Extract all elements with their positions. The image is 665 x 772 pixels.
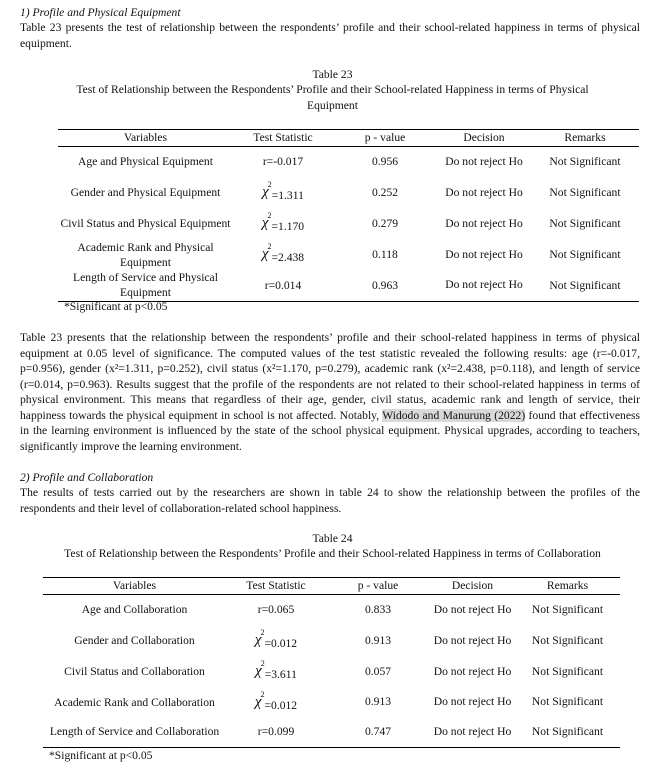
cell-test-statistic [226,687,326,717]
cell-p-value: 0.057 [364,664,392,678]
cell-decision: Do not reject Ho [433,633,512,647]
section-heading-physical-equipment: 1) Profile and Physical Equipment [20,6,181,19]
table-23-note: *Significant at p<0.05 [64,300,168,313]
cell-test-statistic: r=0.014 [233,270,333,301]
table-24-number: Table 24 [312,532,353,545]
cell-p-value: 0.279 [371,216,399,230]
table-row [43,717,620,747]
cell-remarks: Not Significant [531,664,604,678]
section-heading-collaboration: 2) Profile and Collaboration [20,471,154,484]
statistic-value: =3.611 [264,668,297,682]
cell-p-value: 0.747 [326,717,430,747]
superscript-two: 2 [267,180,272,190]
header-remarks: Remarks [531,130,639,147]
cell-p-value: 0.956 [371,155,399,168]
table-row [43,656,620,687]
table-24 [43,577,620,748]
header-p-value: p - value [326,578,430,595]
section-intro-physical-equipment: Table 23 presents the test of relationship between the respondents’ profile and their school-related happiness in terms of physical equipment. [20,21,640,50]
cell-decision: Do not reject Ho [445,247,523,261]
cell-test-statistic [233,177,333,208]
statistic-value: =2.438 [271,251,305,265]
chi-square-symbol: χ [254,632,262,649]
cell-remarks: Not Significant [549,155,621,168]
statistic-value: =0.012 [264,698,298,712]
cell-variable: Gender and Collaboration [74,634,195,647]
cell-variable: Length of Service and Physical Equipment [58,270,233,301]
cell-p-value: 0.252 [371,185,399,199]
cell-remarks: Not Significant [531,603,604,616]
cell-remarks: Not Significant [515,717,620,747]
statistic-value: =1.311 [271,189,304,203]
cell-decision: Do not reject Ho [430,717,515,747]
chi-square-symbol: χ [261,246,269,263]
cell-test-statistic: r=0.099 [226,717,326,747]
section-intro-collaboration: The results of tests carried out by the researchers are shown in table 24 to show the relationship between the profiles of the respondents and their level of collaboration-related school happiness. [20,486,640,515]
table-row [43,625,620,656]
superscript-two: 2 [267,242,272,252]
discussion-text-before: Table 23 presents that the relationship between the respondents’ profile and their school-related happiness in terms of physical equipment at 0.05 level of significance. The computed values of the test statistic revealed the following results: age (r=-0.017, p=0.956), gender (x²=1.311, p=0.252), civil status (x²=1.170, p=0.279), academic rank (x²=2.438, p=0.118), and length of service (r=0.014, p=0.963). Results suggest that the profile of the respondents are not related to their school-related happiness in terms of physical environment. This means that regardless of their age, gender, civil status, academic rank and length of service, their happiness towards the physical equipment in school is not affected. Notably, [20,331,640,422]
table-row [58,146,639,177]
table-24-note: *Significant at p<0.05 [49,749,153,762]
cell-variable: Age and Physical Equipment [78,155,213,169]
cell-variable: Length of Service and Collaboration [43,717,226,747]
discussion-paragraph [20,330,640,454]
cell-p-value: 0.833 [364,603,392,616]
cell-variable: Academic Rank and Physical Equipment [77,240,214,269]
chi-square-symbol: χ [262,184,269,201]
cell-p-value: 0.913 [364,695,392,709]
header-p-value: p - value [333,130,437,147]
cell-test-statistic [233,208,333,239]
superscript-two: 2 [267,211,272,221]
table-header-row [58,130,639,147]
statistic-value: =0.012 [264,637,298,651]
table-row [58,239,639,270]
cell-variable: Civil Status and Physical Equipment [60,217,231,230]
cell-remarks: Not Significant [549,185,621,199]
cell-remarks: Not Significant [531,633,604,647]
cell-decision: Do not reject Ho [445,185,523,199]
superscript-two: 2 [260,628,265,638]
header-test-statistic: Test Statistic [233,130,333,147]
header-remarks: Remarks [515,578,620,595]
cell-remarks: Not Significant [549,247,621,261]
cell-remarks: Not Significant [531,695,604,709]
cell-decision: Do not reject Ho [433,695,512,708]
chi-square-symbol: χ [254,693,262,710]
cell-p-value: 0.118 [372,247,398,261]
table-row [58,177,639,208]
table-row [58,270,639,301]
cell-test-statistic [226,656,326,687]
cell-p-value: 0.963 [333,270,437,301]
cell-decision: Do not reject Ho [433,602,512,616]
cell-remarks: Not Significant [549,216,621,230]
cell-variable: Age and Collaboration [81,603,188,617]
table-24-title: Test of Relationship between the Respondents’ Profile and their School-related Happiness in terms of Collaboration [64,547,601,560]
cell-decision: Do not reject Ho [433,664,512,678]
superscript-two: 2 [260,659,265,669]
cell-p-value: 0.913 [364,633,392,647]
table-row [43,687,620,717]
cell-test-statistic: r=0.065 [257,603,295,616]
chi-square-symbol: χ [255,663,262,680]
header-variables: Variables [43,578,226,595]
discussion-text-after: found that effectiveness in the learning environment is influenced by the state of the school physical equipment. Physical upgrades, according to teachers, significantly improve the learning environment. [20,408,641,453]
cell-variable: Gender and Physical Equipment [70,186,221,199]
header-test-statistic: Test Statistic [226,578,326,595]
header-variables: Variables [58,130,233,147]
table-23-title: Test of Relationship between the Respondents’ Profile and their School-related Happiness in terms of Physical Equipment [76,83,589,112]
header-decision: Decision [437,130,531,147]
header-decision: Decision [430,578,515,595]
table-23 [58,129,639,302]
table-header-row [43,578,620,595]
cell-decision: Do not reject Ho [445,154,523,168]
table-23-number: Table 23 [312,68,353,81]
citation-highlight: Widodo and Manurung (2022) [382,408,526,422]
table-row [43,594,620,625]
chi-square-symbol: χ [261,215,269,232]
statistic-value: =1.170 [271,220,305,234]
cell-remarks: Not Significant [531,270,639,301]
cell-test-statistic [226,625,326,656]
cell-test-statistic [233,239,333,270]
cell-decision: Do not reject Ho [445,216,523,230]
superscript-two: 2 [260,689,265,699]
cell-variable: Academic Rank and Collaboration [54,695,215,709]
cell-test-statistic: r=-0.017 [262,155,304,168]
cell-variable: Civil Status and Collaboration [64,665,205,678]
cell-decision: Do not reject Ho [437,270,531,301]
table-row [58,208,639,239]
